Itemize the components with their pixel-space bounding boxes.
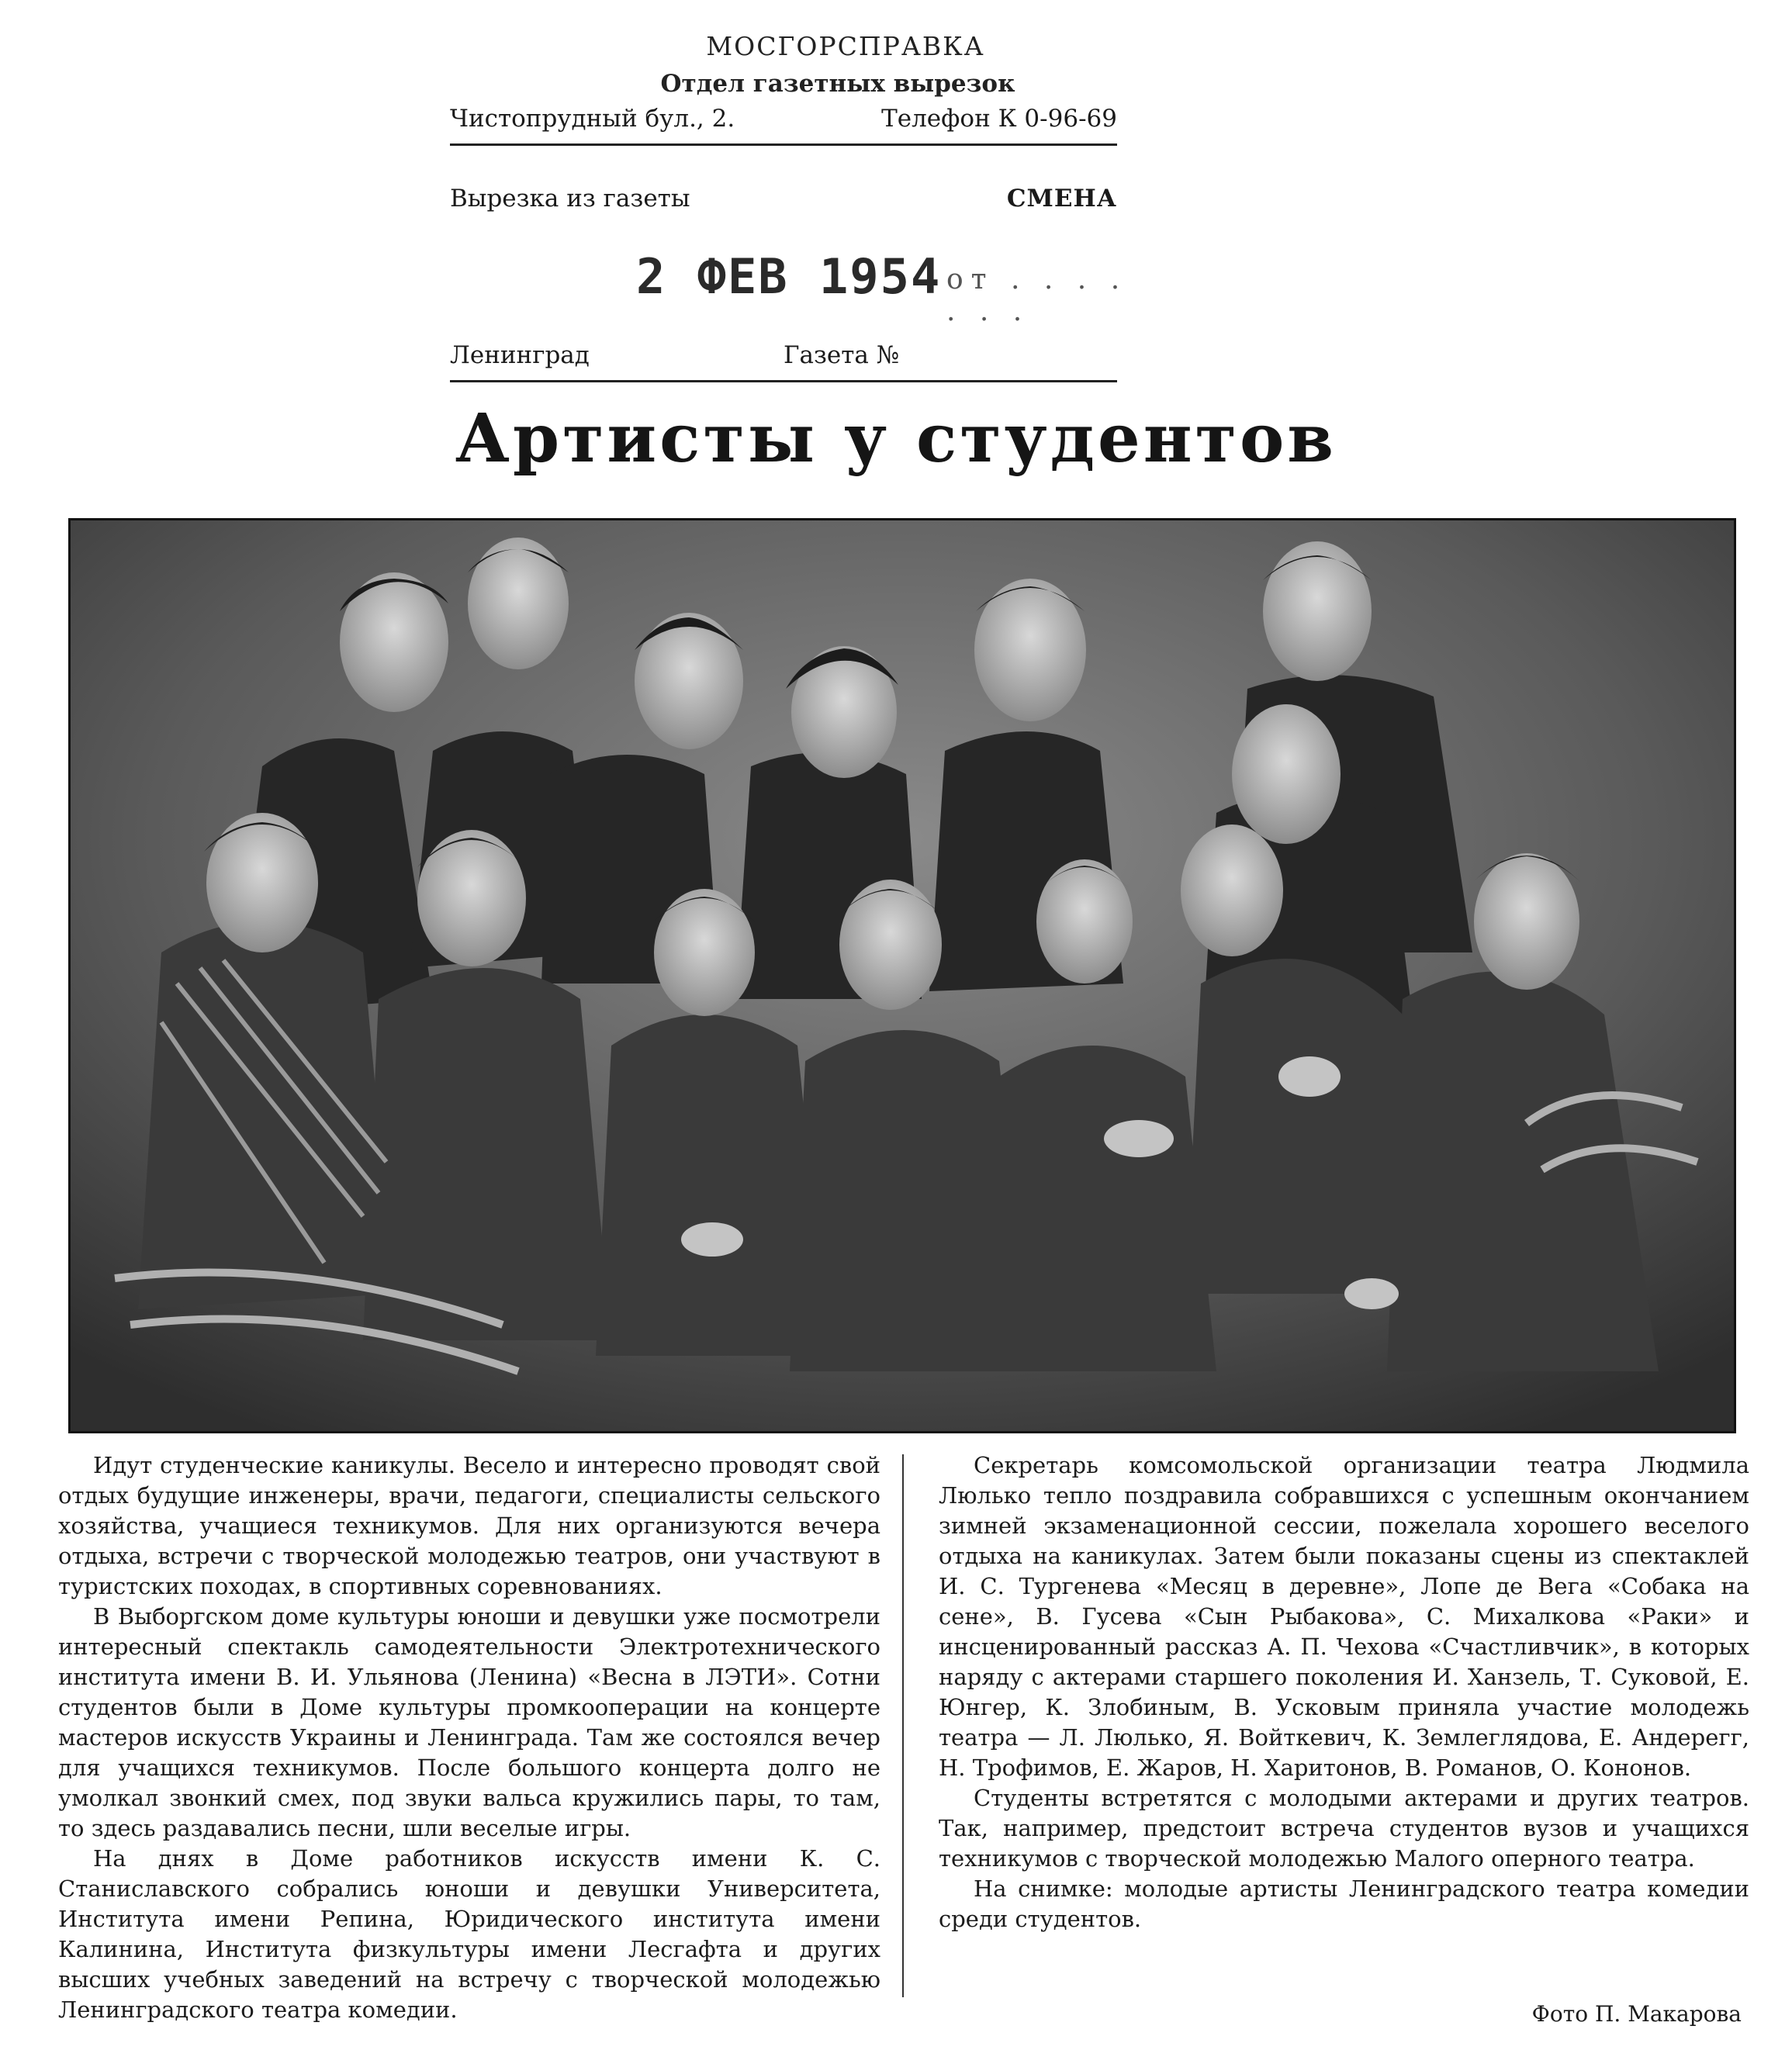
group-photo-icon	[68, 518, 1736, 1433]
group-photo	[68, 518, 1736, 1433]
column-divider	[902, 1454, 904, 1997]
paragraph: В Выборгском доме культуры юноши и девушки уже посмотрели интересный спектакль самодеятельности Электротехнического института имени В. И. Ульянова (Ленина) «Весна в ЛЭТИ». Сотни студентов были в Доме культуры промкооперации на концерте мастеров искусств Украины и Ленинграда. Там же состоялся вечер для учащихся техникумов. После большого концерта долго не умолкал звонкий смех, под звуки вальса кружились пары, то там, то здесь раздавались песни, шли веселые игры.	[58, 1603, 880, 1841]
address-row	[450, 105, 1117, 146]
gazeta-number-label: Газета №	[784, 341, 900, 369]
date-stamp: 2 ФЕВ 1954	[636, 248, 942, 305]
right-column	[939, 1450, 1749, 1934]
article-body	[58, 1450, 1749, 2040]
department-name: Отдел газетных вырезок	[660, 70, 1015, 98]
address: Чистопрудный бул., 2.	[450, 105, 735, 133]
photo-credit: Фото П. Макарова	[1531, 2001, 1742, 2027]
paragraph: Студенты встретятся с молодыми актерами и других театров. Так, например, предстоит встреча студентов вузов и учащихся техникумов с творческой молодежью Малого оперного театра.	[939, 1785, 1749, 1872]
left-column	[58, 1450, 880, 2025]
paragraph: Секретарь комсомольской организации театра Людмила Люлько тепло поздравила собравшихся с успешным окончанием зимней экзаменационной сессии, пожелала хорошего веселого отдыха на каникулах. Затем были показаны сцены из спектаклей И. С. Тургенева «Месяц в деревне», Лопе де Вега «Собака на сене», В. Гусева «Сын Рыбакова», С. Михалкова «Раки» и инсценированный рассказ А. П. Чехова «Счастливчик», в которых наряду с актерами старшего поколения И. Ханзель, Т. Суковой, Е. Юнгер, К. Злобиным, В. Усковым приняла участие молодежь театра — Л. Люлько, Я. Войткевич, К. Землеглядова, Е. Андерегг, Н. Трофимов, Е. Жаров, Н. Харитонов, В. Романов, О. Кононов.	[939, 1452, 1749, 1781]
date-dots: от . . . . . . .	[946, 264, 1128, 327]
phone-number: Телефон К 0-96-69	[881, 105, 1117, 133]
city-row	[450, 341, 1117, 382]
clipping-label: Вырезка из газеты	[450, 185, 690, 213]
article-title: Артисты у студентов	[455, 399, 1337, 478]
newspaper-name: СМЕНА	[1006, 185, 1117, 213]
photo-caption: На снимке: молодые артисты Ленинградского театра комедии среди студентов.	[939, 1875, 1749, 1932]
paragraph: На днях в Доме работников искусств имени К. С. Станиславского собрались юноши и девушки Университета, Института имени Репина, Юридического института имени Калинина, Института физкультуры имени Лесгафта и других высших учебных заведений на встречу с творческой молодежью Ленинградского театра комедии.	[58, 1845, 880, 2023]
agency-name: МОСГОРСПРАВКА	[706, 31, 985, 61]
city-name: Ленинград	[450, 341, 590, 369]
credit-row	[939, 2001, 1749, 2032]
paragraph: Идут студенческие каникулы. Весело и интересно проводят свой отдых будущие инженеры, врачи, педагоги, специалисты сельского хозяйства, учащиеся техникумов. Для них организуются вечера отдыха, встречи с творческой молодежью театров, они участвуют в туристских походах, в спортивных соревнованиях.	[58, 1452, 880, 1599]
